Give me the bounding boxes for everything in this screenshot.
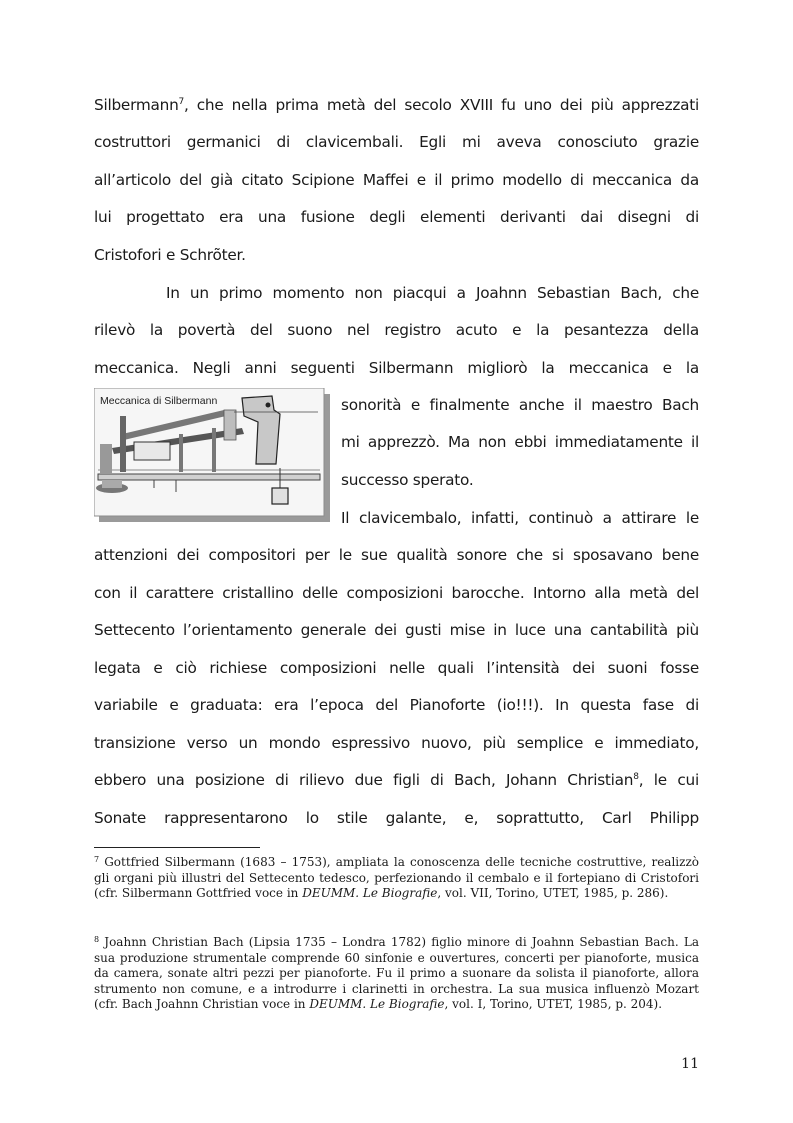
- paragraph-line: meccanica. Negli anni seguenti Silbermann migliorò la meccanica e la: [94, 359, 699, 377]
- paragraph-line: transizione verso un mondo espressivo nuovo, più semplice e immediato,: [94, 734, 699, 752]
- paragraph-line: Cristofori e Schrõter.: [94, 246, 246, 264]
- paragraph-line: variabile e graduata: era l’epoca del Pianoforte (io!!!). In questa fase di: [94, 696, 699, 714]
- silbermann-mechanism-figure: [94, 388, 330, 522]
- paragraph-line: sonorità e finalmente anche il maestro Bach: [341, 396, 699, 414]
- paragraph-line: lui progettato era una fusione degli elementi derivanti dai disegni di: [94, 208, 699, 226]
- paragraph-line: Silbermann$^7$, che nella prima metà del secolo XVIII fu uno dei più apprezzati: [94, 96, 699, 114]
- paragraph-line: Il clavicembalo, infatti, continuò a attirare le: [341, 509, 699, 527]
- paragraph-line: successo sperato.: [341, 471, 474, 489]
- paragraph-line: mi apprezzò. Ma non ebbi immediatamente il: [341, 433, 699, 451]
- paragraph-line: Settecento l’orientamento generale dei gusti mise in luce una cantabilità più: [94, 621, 699, 639]
- paragraph-line: Sonate rappresentarono lo stile galante, e, soprattutto, Carl Philipp: [94, 809, 699, 827]
- paragraph-line: costruttori germanici di clavicembali. Egli mi aveva conosciuto grazie: [94, 133, 699, 151]
- footnote-ref-7[interactable]: 7: [178, 97, 185, 107]
- paragraph-line: legata e ciò richiese composizioni nelle quali l’intensità dei suoni fosse: [94, 659, 699, 677]
- footnote-ref-8[interactable]: 8: [633, 772, 639, 782]
- footnote-8: $^8$ Joahnn Christian Bach (Lipsia 1735 – Londra 1782) figlio minore di Joahnn Sebastian Bach. La sua produzione strumentale comprende 60 sinfonie e ouvertures, concerti per pianoforte, musica da camera, sonate altri pezzi per pianoforte. Fu il primo a suonare da solista il pianoforte, allora strumento non comune, e a introdurre i clarinetti in orchestra. La sua musica influenzò Mozart (cfr. Bach Joahnn Christian voce in DEUMM. Le Biografie, vol. I, Torino, UTET, 1985, p. 204).: [94, 935, 699, 1012]
- paragraph-line: con il carattere cristallino delle composizioni barocche. Intorno alla metà del: [94, 584, 699, 602]
- paragraph-line: In un primo momento non piacqui a Joahnn Sebastian Bach, che: [166, 284, 699, 302]
- paragraph-line: rilevò la povertà del suono nel registro acuto e la pesantezza della: [94, 321, 699, 339]
- footnote-divider: [94, 847, 260, 848]
- figure-caption: Meccanica di Silbermann: [100, 395, 218, 407]
- paragraph-line: all’articolo del già citato Scipione Maffei e il primo modello di meccanica da: [94, 171, 699, 189]
- footnote-7: $^7$ Gottfried Silbermann (1683 – 1753), ampliata la conoscenza delle tecniche costruttive, realizzò gli organi più illustri del Settecento tedesco, perfezionando il cembalo e il fortepiano di Cristofori (cfr. Silbermann Gottfried voce in DEUMM. Le Biografie, vol. VII, Torino, UTET, 1985, p. 286).: [94, 855, 699, 901]
- page-number: 11: [681, 1056, 699, 1072]
- paragraph-line: attenzioni dei compositori per le sue qualità sonore che si sposavano bene: [94, 546, 699, 564]
- paragraph-line: ebbero una posizione di rilievo due figli di Bach, Johann Christian$^8$, le cui: [94, 771, 699, 789]
